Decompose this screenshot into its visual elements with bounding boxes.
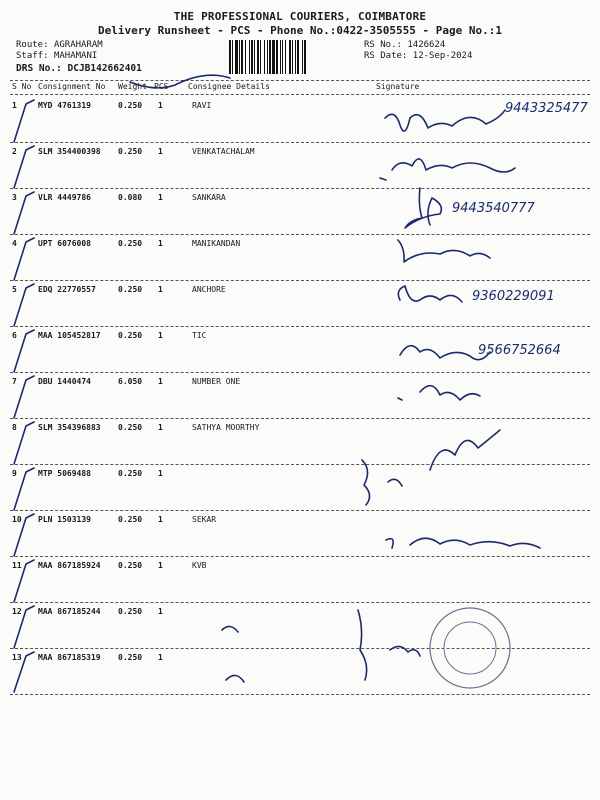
row-weight: 0.250 xyxy=(118,653,143,662)
row-consignment-no: DBU 1440474 xyxy=(38,377,91,386)
table-row xyxy=(10,188,590,234)
row-consignee: KVB xyxy=(192,561,207,570)
row-sno: 7 xyxy=(12,377,17,386)
row-pcs: 1 xyxy=(158,469,163,478)
handwritten-phone-row5: 9360229091 xyxy=(472,289,555,304)
row-pcs: 1 xyxy=(158,607,163,616)
row-consignee: TIC xyxy=(192,331,207,340)
row-consignment-no: MAA 867185319 xyxy=(38,653,101,662)
row-consignment-no: VLR 4449786 xyxy=(38,193,91,202)
row-sno: 3 xyxy=(12,193,17,202)
row-pcs: 1 xyxy=(158,147,163,156)
table-row xyxy=(10,280,590,326)
row-consignment-no: EDQ 22770557 xyxy=(38,285,96,294)
row-consignee: SATHYA MOORTHY xyxy=(192,423,260,432)
row-sno: 6 xyxy=(12,331,17,340)
row-pcs: 1 xyxy=(158,239,163,248)
staff-label: Staff: xyxy=(16,51,49,61)
row-consignee: SANKARA xyxy=(192,193,226,202)
row-pcs: 1 xyxy=(158,515,163,524)
route-line xyxy=(16,40,103,50)
handwritten-phone-row1: 9443325477 xyxy=(505,101,588,116)
row-pcs: 1 xyxy=(158,285,163,294)
staff-value: MAHAMANI xyxy=(53,51,98,61)
row-consignee: VENKATACHALAM xyxy=(192,147,255,156)
row-weight: 0.080 xyxy=(118,193,143,202)
company-title: THE PROFESSIONAL COURIERS, COIMBATORE xyxy=(173,10,427,23)
row-consignee: MANIKANDAN xyxy=(192,239,241,248)
row-pcs: 1 xyxy=(158,331,163,340)
row-consignment-no: UPT 6076008 xyxy=(38,239,91,248)
drs-value: DCJB142662401 xyxy=(67,63,142,74)
row-pcs: 1 xyxy=(158,653,163,662)
col-consignee: Consignee Details xyxy=(188,82,270,91)
row-weight: 0.250 xyxy=(118,515,143,524)
row-weight: 0.250 xyxy=(118,147,143,156)
barcode xyxy=(229,40,357,74)
table-row xyxy=(10,510,590,556)
table-row xyxy=(10,418,590,464)
row-consignee: SEKAR xyxy=(192,515,217,524)
drs-label: DRS No.: xyxy=(16,63,62,74)
row-pcs: 1 xyxy=(158,101,163,110)
table-header xyxy=(10,80,590,94)
staff-line xyxy=(16,51,97,61)
rs-date-label: RS Date: xyxy=(364,51,408,61)
row-consignment-no: SLM 354396883 xyxy=(38,423,101,432)
col-consignment: Consignment No xyxy=(38,82,106,91)
row-weight: 0.250 xyxy=(118,561,143,570)
row-sno: 8 xyxy=(12,423,17,432)
row-consignment-no: MYD 4761319 xyxy=(38,101,91,110)
rs-no-line xyxy=(364,40,445,50)
row-weight: 0.250 xyxy=(118,239,143,248)
row-weight: 0.250 xyxy=(118,423,143,432)
row-sno: 10 xyxy=(12,515,22,524)
runsheet-subtitle: Delivery Runsheet - PCS - Phone No.:0422-3505555 - Page No.:1 xyxy=(98,24,502,37)
route-label: Route: xyxy=(16,40,49,50)
header-bottom-rule xyxy=(10,94,590,95)
rs-date-line xyxy=(364,51,472,61)
rs-no-label: RS No.: xyxy=(364,40,402,50)
table-row xyxy=(10,142,590,188)
drs-line xyxy=(16,63,142,74)
table-row xyxy=(10,326,590,372)
row-consignment-no: PLN 1503139 xyxy=(38,515,91,524)
row-consignment-no: MTP 5069488 xyxy=(38,469,91,478)
row-sno: 2 xyxy=(12,147,17,156)
row-sno: 9 xyxy=(12,469,17,478)
row-weight: 0.250 xyxy=(118,331,143,340)
table-row xyxy=(10,372,590,418)
row-consignment-no: MAA 867185924 xyxy=(38,561,101,570)
table-row xyxy=(10,234,590,280)
table-row xyxy=(10,464,590,510)
row-sno: 12 xyxy=(12,607,22,616)
row-consignment-no: MAA 867185244 xyxy=(38,607,101,616)
rs-no-value: 1426624 xyxy=(407,40,446,50)
route-value: AGRAHARAM xyxy=(53,40,103,50)
rs-date-value: 12-Sep-2024 xyxy=(412,51,473,61)
row-pcs: 1 xyxy=(158,423,163,432)
table-row xyxy=(10,602,590,648)
row-consignee: ANCHORE xyxy=(192,285,226,294)
row-separator xyxy=(10,694,590,695)
row-consignee: RAVI xyxy=(192,101,212,110)
table-row xyxy=(10,556,590,602)
row-sno: 13 xyxy=(12,653,22,662)
row-weight: 0.250 xyxy=(118,101,143,110)
row-consignment-no: MAA 105452817 xyxy=(38,331,101,340)
table-row xyxy=(10,648,590,694)
row-pcs: 1 xyxy=(158,193,163,202)
col-sno: S No xyxy=(12,82,32,91)
row-consignment-no: SLM 354400398 xyxy=(38,147,101,156)
row-pcs: 1 xyxy=(158,377,163,386)
handwritten-phone-row6: 9566752664 xyxy=(478,343,561,358)
table-row xyxy=(10,96,590,142)
row-sno: 11 xyxy=(12,561,22,570)
row-sno: 1 xyxy=(12,101,17,110)
row-pcs: 1 xyxy=(158,561,163,570)
col-weight: Weight xyxy=(118,82,147,91)
col-signature: Signature xyxy=(376,82,420,91)
handwritten-phone-row3: 9443540777 xyxy=(452,201,535,216)
row-weight: 0.250 xyxy=(118,285,143,294)
row-consignee: NUMBER ONE xyxy=(192,377,241,386)
row-weight: 0.250 xyxy=(118,469,143,478)
row-sno: 4 xyxy=(12,239,17,248)
row-weight: 0.250 xyxy=(118,607,143,616)
row-sno: 5 xyxy=(12,285,17,294)
col-pcs: PCS xyxy=(154,82,169,91)
row-weight: 6.050 xyxy=(118,377,143,386)
